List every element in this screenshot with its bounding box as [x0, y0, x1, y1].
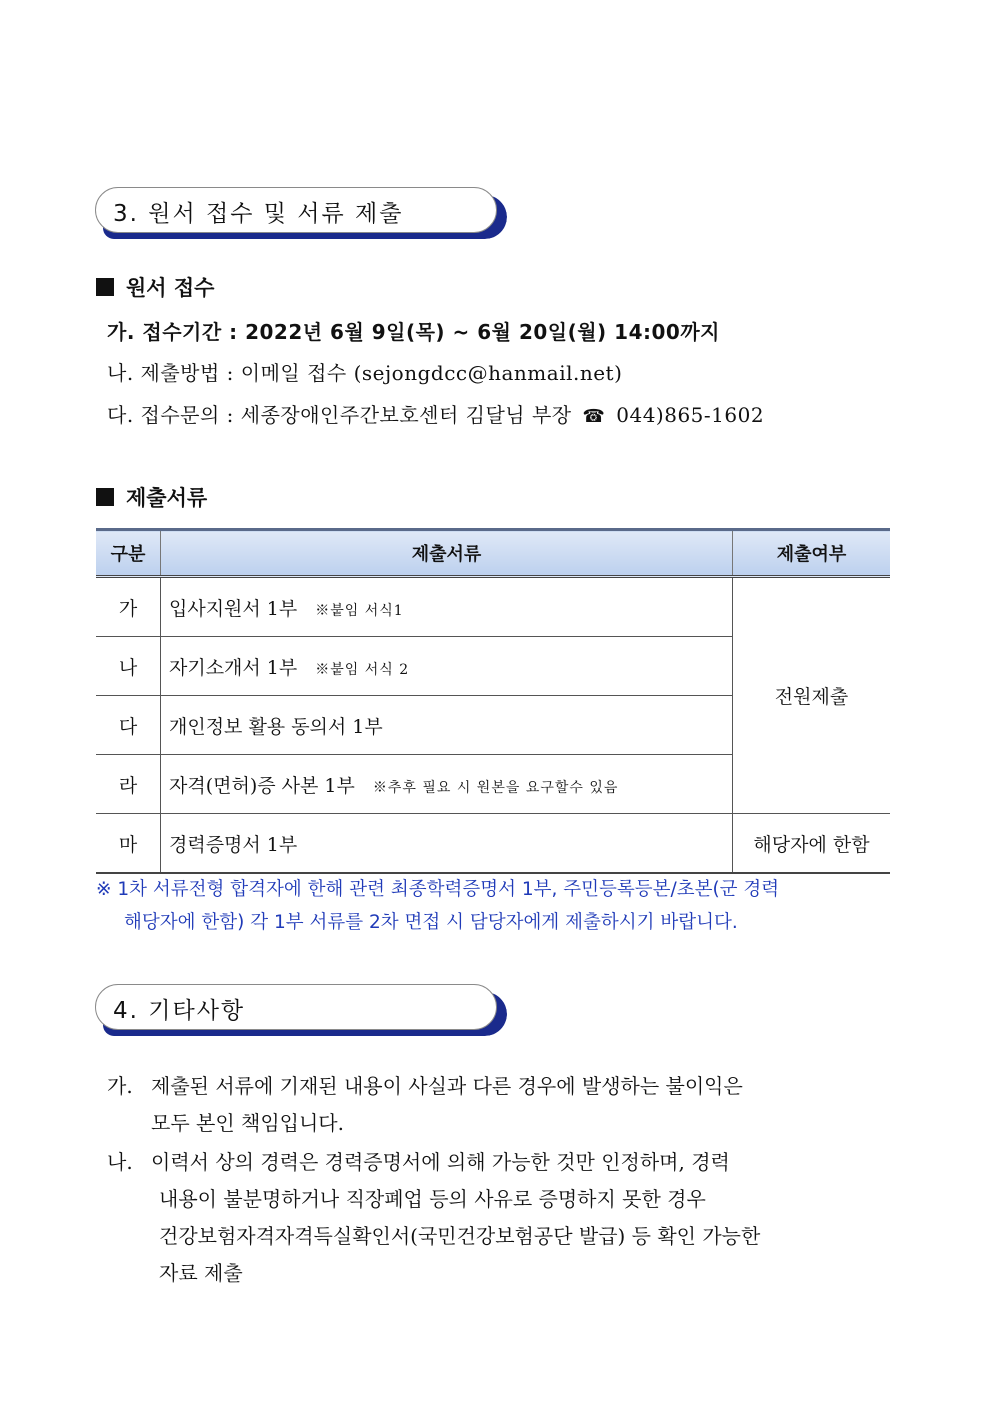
row-document: [161, 637, 733, 696]
row-note: ※붙임 서식1: [315, 602, 404, 619]
misc-item-b: [107, 1144, 899, 1292]
square-bullet-icon: [96, 488, 114, 506]
table-row: [96, 577, 890, 637]
row-document-label: 개인정보 활용 동의서 1부: [169, 715, 383, 738]
row-document-label: 자격(면허)증 사본 1부: [169, 774, 355, 797]
receipt-period: 가. 접수기간 : 2022년 6월 9일(목) ~ 6월 20일(월) 14:00까지: [107, 320, 720, 344]
section-3-title: 3. 원서 접수 및 서류 제출: [113, 201, 404, 227]
documents-note: [96, 873, 896, 939]
item-b-line-4: 자료 제출: [159, 1261, 243, 1285]
item-b-line-2: 내용이 불분명하거나 직장폐업 등의 사유로 증명하지 못한 경우: [159, 1187, 706, 1211]
receipt-heading-label: 원서 접수: [126, 276, 215, 300]
misc-item-a: [107, 1068, 899, 1142]
telephone-icon: ☎: [582, 406, 606, 427]
section-4-heading: [95, 984, 510, 1040]
documents-note-line-2: 해당자에 한함) 각 1부 서류를 2차 면접 시 담당자에게 제출하시기 바랍니다.: [124, 912, 738, 933]
row-document: [161, 814, 733, 874]
item-b-line-1: 이력서 상의 경력은 경력증명서에 의해 가능한 것만 인정하며, 경력: [151, 1150, 730, 1174]
row-key: 라: [96, 755, 161, 814]
receipt-method: 나. 제출방법 : 이메일 접수 (sejongdcc@hanmail.net): [107, 361, 623, 385]
section-4-title: 4. 기타사항: [113, 998, 246, 1024]
row-key: 가: [96, 577, 161, 637]
row-document-label: 자기소개서 1부: [169, 656, 298, 679]
row-note: ※붙임 서식 2: [315, 661, 410, 678]
item-b-line-3: 건강보험자격자격득실확인서(국민건강보험공단 발급) 등 확인 가능한: [159, 1224, 761, 1248]
header-category: 구분: [96, 530, 161, 577]
receipt-heading: [96, 272, 214, 302]
table-row: [96, 814, 890, 874]
row-key: 나: [96, 637, 161, 696]
documents-heading-label: 제출서류: [126, 486, 208, 510]
receipt-inquiry: [107, 399, 764, 428]
square-bullet-icon: [96, 278, 114, 296]
row-note: ※추후 필요 시 원본을 요구할수 있음: [372, 779, 619, 796]
row-document: [161, 696, 733, 755]
row-key: 다: [96, 696, 161, 755]
row-document-label: 경력증명서 1부: [169, 833, 298, 856]
item-a-label: 가.: [107, 1074, 133, 1098]
documents-table: [96, 528, 890, 874]
row-key: 마: [96, 814, 161, 874]
submit-applicable-cell: 해당자에 한함: [733, 814, 891, 874]
header-documents: 제출서류: [161, 530, 733, 577]
header-submission: 제출여부: [733, 530, 891, 577]
item-a-line-1: 제출된 서류에 기재된 내용이 사실과 다른 경우에 발생하는 불이익은: [151, 1074, 743, 1098]
receipt-inquiry-text: 다. 접수문의 : 세종장애인주간보호센터 김달님 부장: [107, 403, 572, 427]
documents-heading: [96, 482, 207, 512]
item-a-line-2: 모두 본인 책임입니다.: [151, 1111, 344, 1135]
row-document: [161, 577, 733, 637]
table-header-row: [96, 530, 890, 577]
section-3-heading: [95, 187, 510, 243]
receipt-phone: 044)865-1602: [616, 403, 765, 427]
row-document-label: 입사지원서 1부: [169, 597, 298, 620]
row-document: [161, 755, 733, 814]
documents-note-line-1: ※ 1차 서류전형 합격자에 한해 관련 최종학력증명서 1부, 주민등록등본/초본(군 경력: [96, 879, 780, 900]
submit-all-cell: 전원제출: [733, 577, 891, 814]
item-b-label: 나.: [107, 1150, 133, 1174]
